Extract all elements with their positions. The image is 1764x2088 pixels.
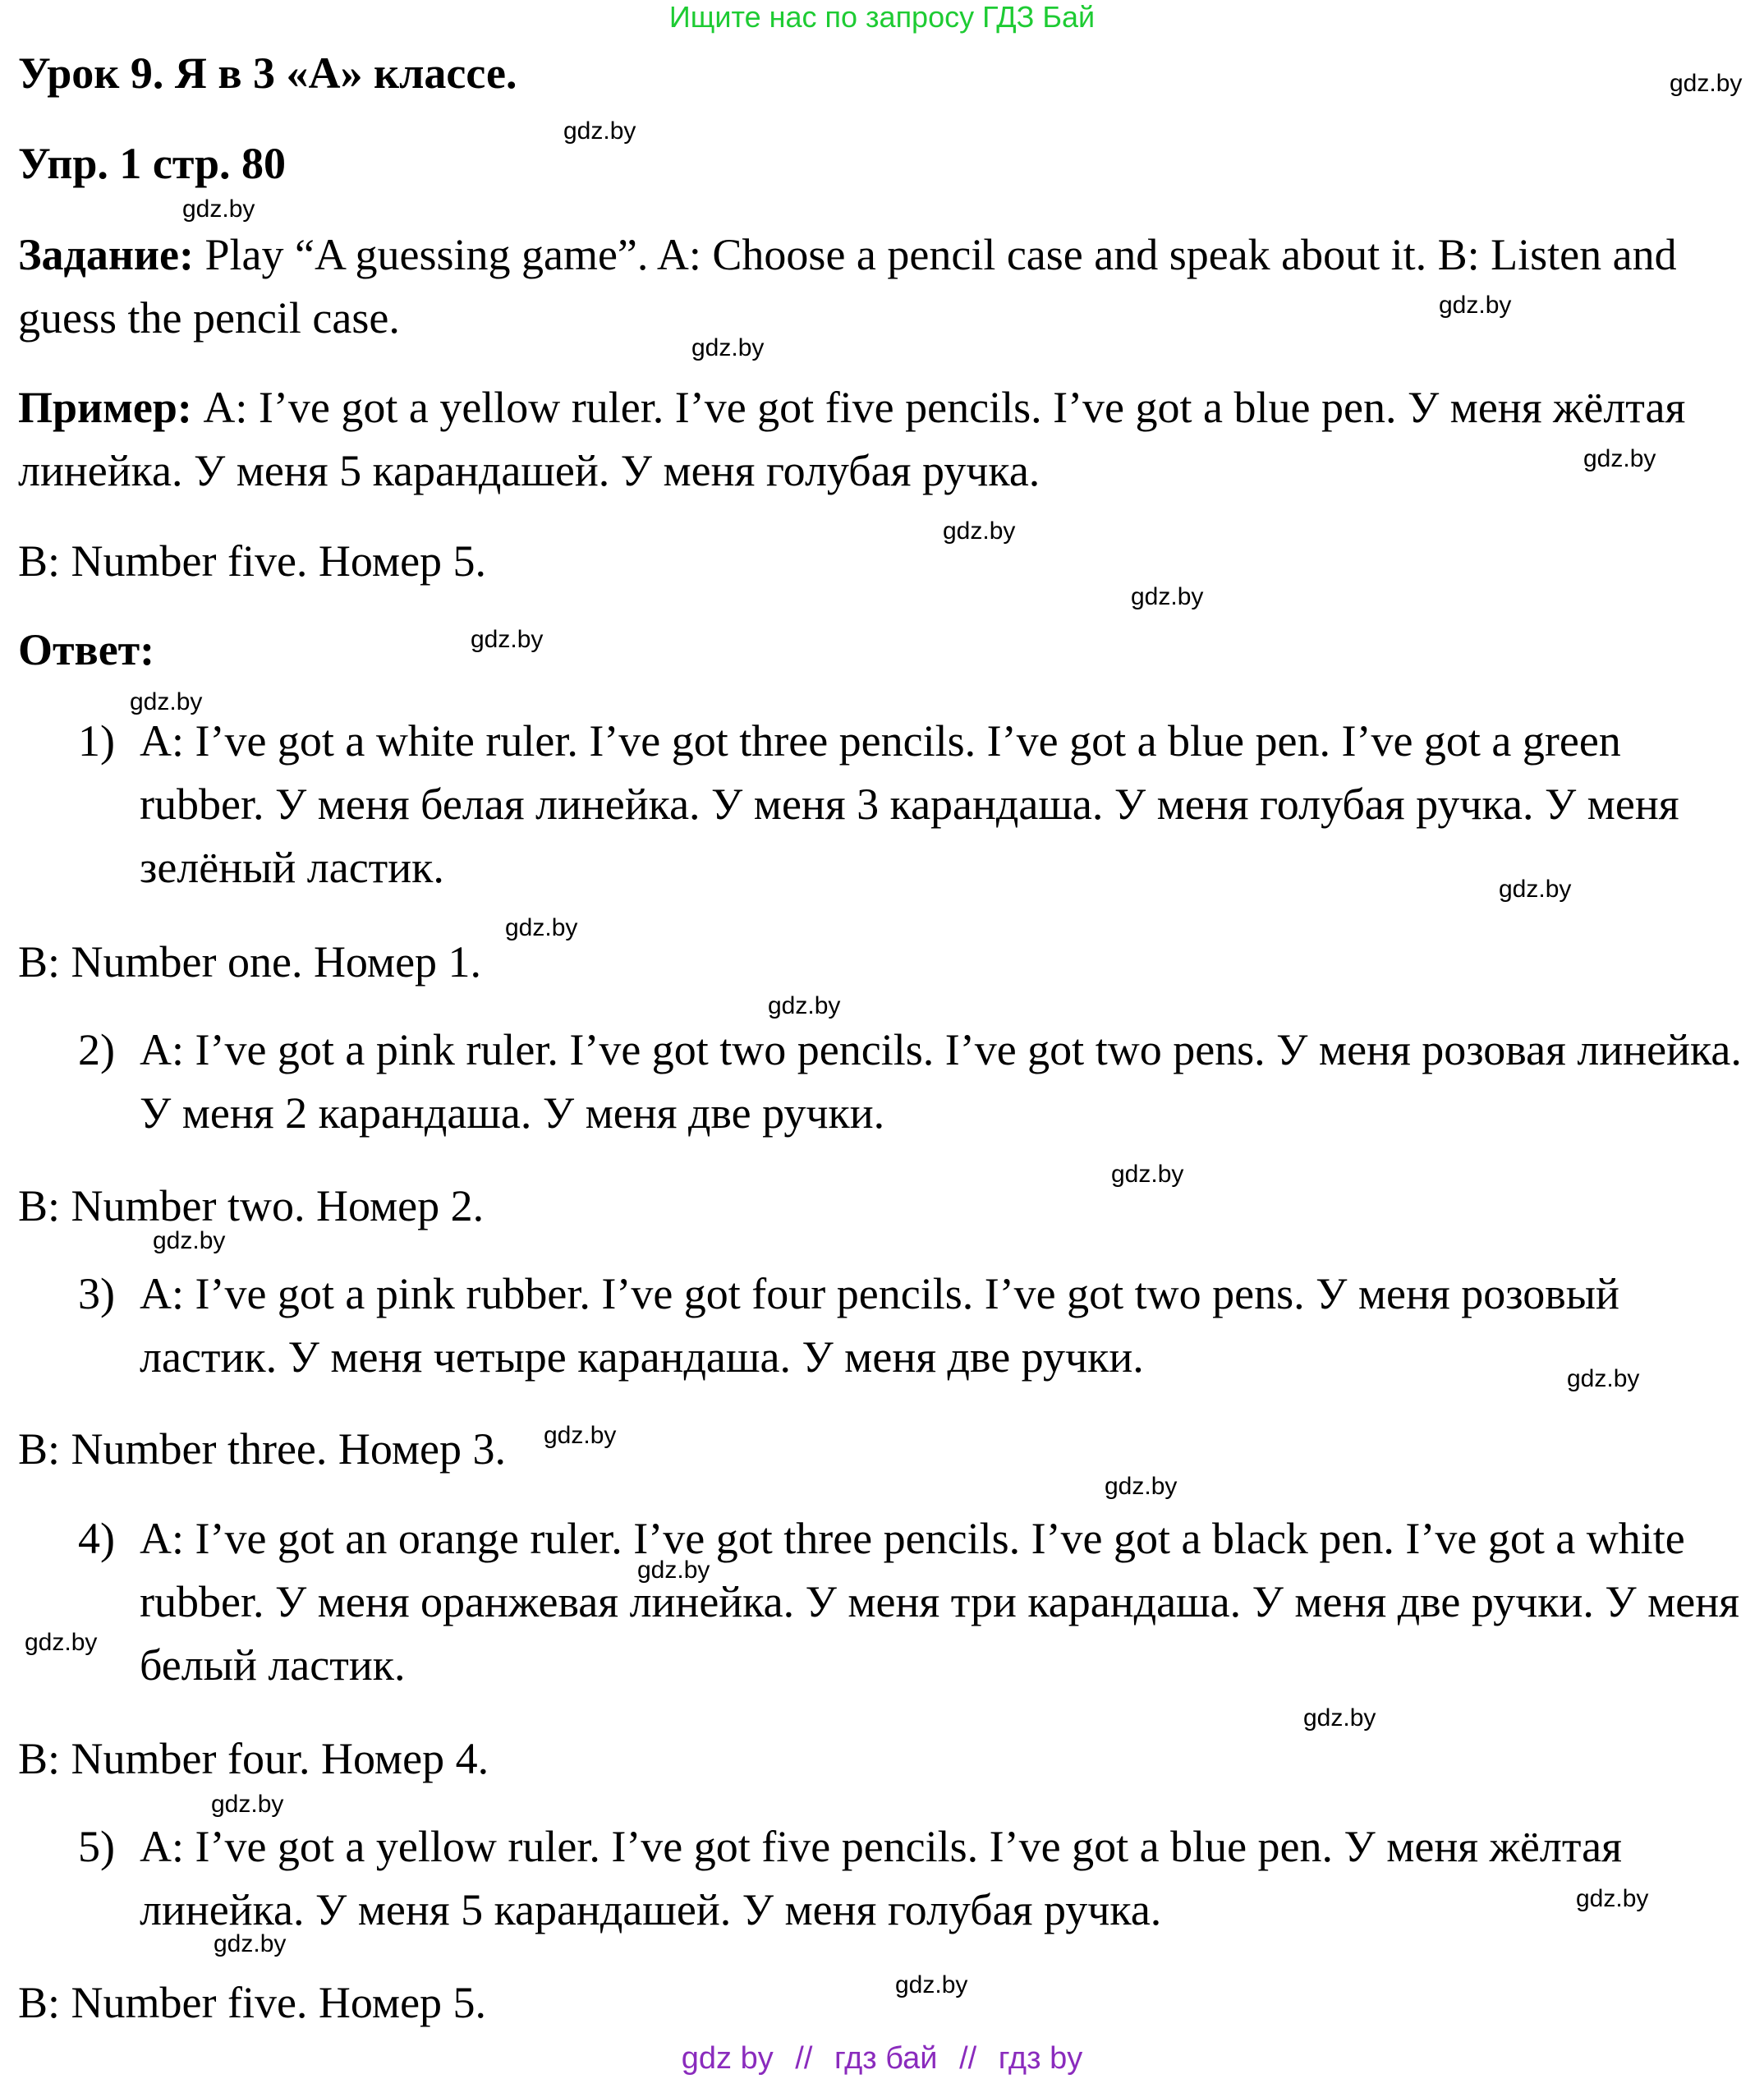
task-paragraph bbox=[18, 223, 1743, 350]
watermark: gdz.by bbox=[1303, 1704, 1376, 1732]
item-answer: B: Number one. Номер 1. bbox=[18, 937, 482, 987]
watermark: gdz.by bbox=[895, 1971, 968, 1998]
item-text: A: I’ve got an orange ruler. I’ve got three pencils. I’ve got a black pen. I’ve got a white rubber. У меня оранжевая линейка. У меня три карандаша. У меня две ручки. У меня белый ластик. bbox=[140, 1514, 1740, 1690]
watermark: gdz.by bbox=[943, 517, 1016, 545]
item-answer: B: Number four. Номер 4. bbox=[18, 1734, 489, 1783]
watermark: gdz.by bbox=[505, 914, 578, 941]
watermark: gdz.by bbox=[214, 1930, 287, 1957]
watermark: gdz.by bbox=[1105, 1473, 1178, 1500]
example-text: A: I’ve got a yellow ruler. I’ve got five pencils. I’ve got a blue pen. У меня жёлтая линейка. У меня 5 карандашей. У меня голубая ручка. bbox=[18, 383, 1686, 495]
lesson-title: Урок 9. Я в 3 «А» классе. bbox=[18, 48, 517, 98]
item-answer: B: Number five. Номер 5. bbox=[18, 1978, 487, 2027]
item-number: 1) bbox=[78, 716, 115, 766]
watermark: gdz.by bbox=[768, 992, 841, 1019]
list-item bbox=[0, 1262, 1764, 1394]
item-number: 4) bbox=[78, 1514, 115, 1563]
watermark: gdz.by bbox=[1131, 583, 1204, 610]
watermark: gdz.by bbox=[1583, 445, 1656, 472]
item-answer: B: Number three. Номер 3. bbox=[18, 1424, 506, 1474]
watermark: gdz.by bbox=[153, 1227, 226, 1254]
watermark: gdz.by bbox=[544, 1422, 617, 1449]
answer-heading: Ответ: bbox=[18, 625, 155, 674]
watermark: gdz.by bbox=[1499, 876, 1572, 903]
watermark: gdz.by bbox=[130, 688, 203, 715]
watermark: gdz.by bbox=[182, 195, 255, 223]
watermark: gdz.by bbox=[1670, 70, 1743, 97]
watermark: gdz.by bbox=[637, 1557, 710, 1584]
watermark: gdz.by bbox=[1111, 1161, 1184, 1188]
list-item bbox=[0, 1019, 1764, 1150]
footer-link-gdz-by-ru[interactable]: гдз by bbox=[998, 2041, 1083, 2076]
task-label: Задание: bbox=[18, 230, 194, 279]
search-hint-link[interactable]: Ищите нас по запросу ГДЗ Бай bbox=[668, 0, 1096, 34]
task-text: Play “A guessing game”. A: Choose a pencil case and speak about it. B: Listen and guess the pencil case. bbox=[18, 230, 1677, 343]
watermark: gdz.by bbox=[211, 1791, 284, 1818]
item-number: 3) bbox=[78, 1269, 115, 1318]
item-number: 5) bbox=[78, 1822, 115, 1871]
item-text: A: I’ve got a pink ruler. I’ve got two pencils. I’ve got two pens. У меня розовая линейка. У меня 2 карандаша. У меня две ручки. bbox=[140, 1025, 1742, 1138]
watermark: gdz.by bbox=[25, 1629, 98, 1656]
exercise-heading: Упр. 1 стр. 80 bbox=[18, 139, 287, 188]
footer-link-gdz-bai[interactable]: гдз бай bbox=[834, 2041, 938, 2076]
item-answer: B: Number two. Номер 2. bbox=[18, 1181, 485, 1230]
footer-separator: // bbox=[795, 2041, 813, 2076]
example-answer: B: Number five. Номер 5. bbox=[18, 536, 487, 586]
watermark: gdz.by bbox=[1576, 1885, 1649, 1912]
list-item bbox=[0, 1507, 1764, 1704]
watermark: gdz.by bbox=[1439, 292, 1512, 319]
watermark: gdz.by bbox=[563, 117, 636, 145]
item-text: A: I’ve got a pink rubber. I’ve got four pencils. I’ve got two pens. У меня розовый ластик. У меня четыре карандаша. У меня две ручки. bbox=[140, 1269, 1619, 1382]
item-text: A: I’ve got a yellow ruler. I’ve got five pencils. I’ve got a blue pen. У меня жёлтая линейка. У меня 5 карандашей. У меня голубая ручка. bbox=[140, 1822, 1622, 1934]
item-text: A: I’ve got a white ruler. I’ve got three pencils. I’ve got a blue pen. I’ve got a green rubber. У меня белая линейка. У меня 3 карандаша. У меня голубая ручка. У меня зелёный ластик. bbox=[140, 716, 1679, 892]
list-item bbox=[0, 1815, 1764, 1947]
item-number: 2) bbox=[78, 1025, 115, 1074]
watermark: gdz.by bbox=[691, 334, 765, 361]
watermark: gdz.by bbox=[1567, 1365, 1640, 1392]
footer-link-gdz-by[interactable]: gdz by bbox=[681, 2041, 774, 2076]
example-paragraph bbox=[18, 376, 1726, 503]
footer-links bbox=[0, 2041, 1764, 2077]
example-label: Пример: bbox=[18, 383, 192, 432]
watermark: gdz.by bbox=[471, 626, 544, 653]
footer-separator: // bbox=[959, 2041, 977, 2076]
